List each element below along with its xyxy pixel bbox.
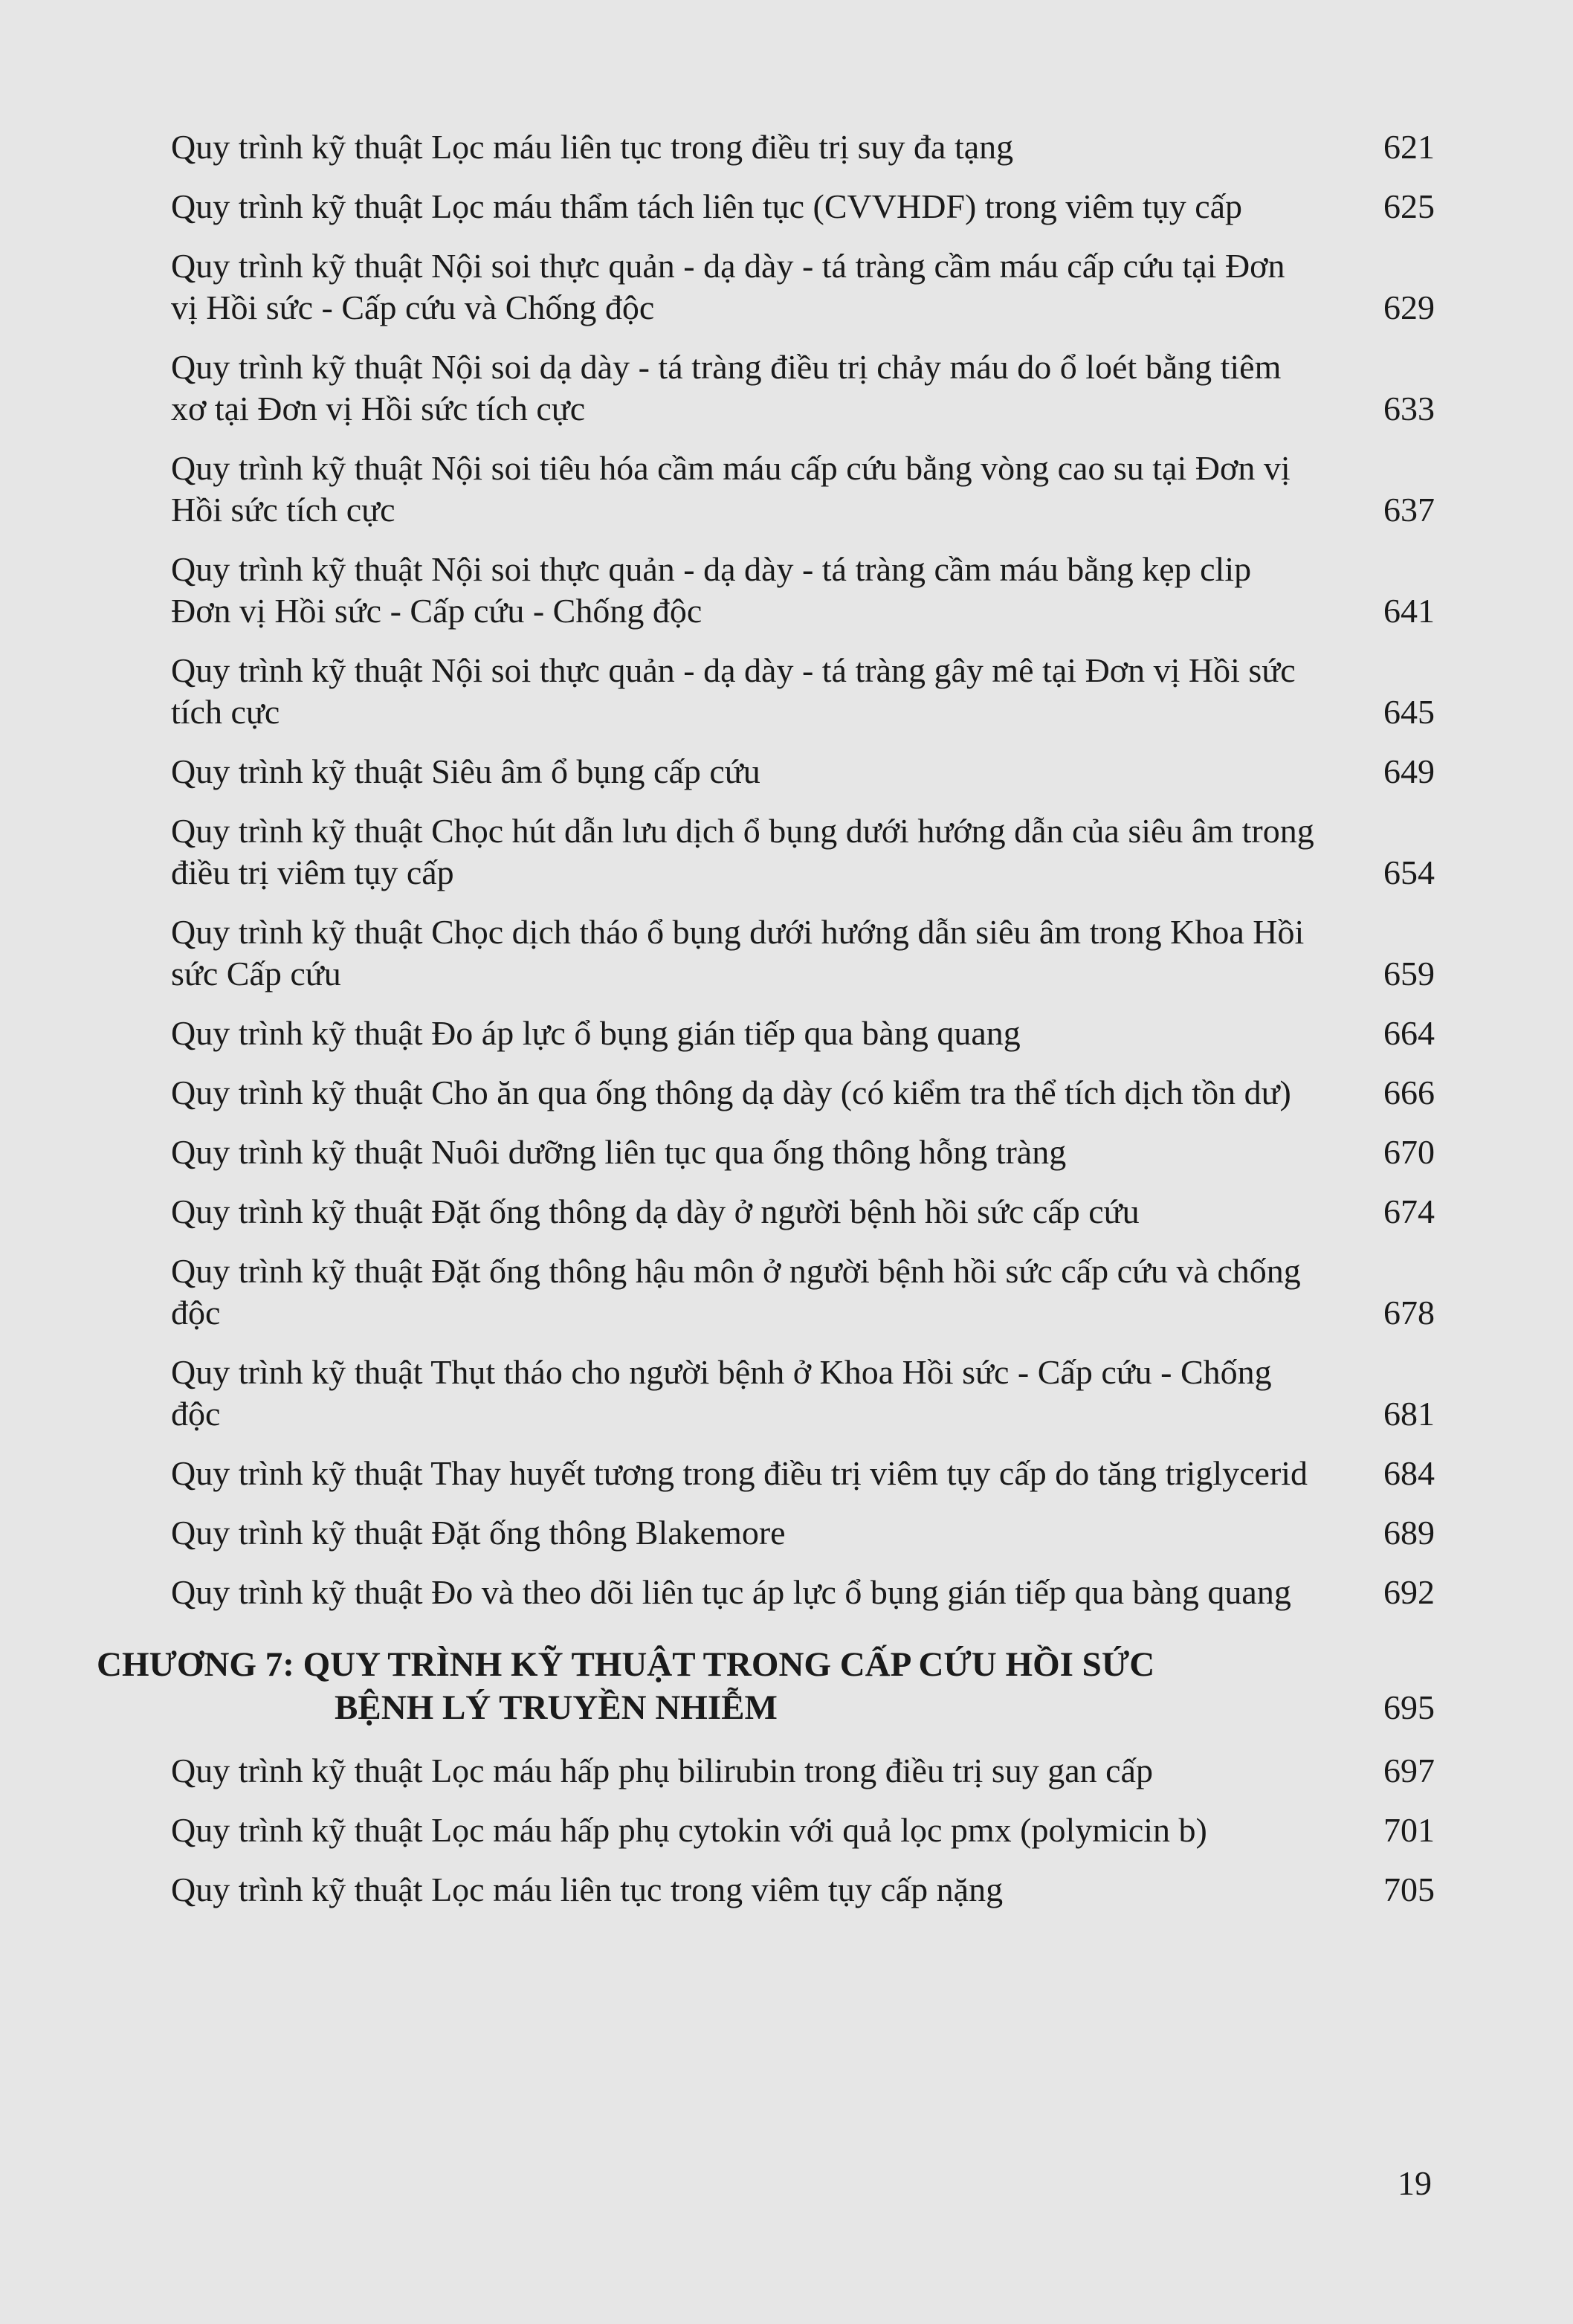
toc-entry-title: Quy trình kỹ thuật Lọc máu liên tục trong điều trị suy đa tạng — [171, 128, 1014, 166]
toc-entry-page: 664 — [1383, 1014, 1435, 1052]
toc-entry-title: Quy trình kỹ thuật Cho ăn qua ống thông dạ dày (có kiểm tra thể tích dịch tồn dư) — [171, 1074, 1291, 1111]
toc-entry-page: 692 — [1383, 1573, 1435, 1611]
toc-entry-title: Quy trình kỹ thuật Nội soi thực quản - dạ dày - tá tràng cầm máu cấp cứu tại Đơn vị Hồi sức - Cấp cứu và Chống độc — [171, 247, 1285, 326]
toc-entry — [171, 810, 1435, 894]
toc-entry-title: Quy trình kỹ thuật Lọc máu liên tục trong viêm tụy cấp nặng — [171, 1871, 1004, 1908]
toc-entry-title: Quy trình kỹ thuật Siêu âm ổ bụng cấp cứu — [171, 752, 760, 790]
toc-entry — [171, 1072, 1435, 1114]
toc-entry-page: 621 — [1383, 128, 1435, 166]
toc-entry-title: Quy trình kỹ thuật Nội soi thực quản - dạ dày - tá tràng gây mê tại Đơn vị Hồi sức tích cực — [171, 651, 1296, 731]
toc-entry-page: 674 — [1383, 1192, 1435, 1230]
toc-entry-page: 678 — [1383, 1294, 1435, 1332]
toc-entry — [171, 1191, 1435, 1233]
chapter-title — [97, 1643, 1346, 1729]
toc-entry-title: Quy trình kỹ thuật Nội soi thực quản - dạ dày - tá tràng cầm máu bằng kẹp clip Đơn vị Hồi sức - Cấp cứu - Chống độc — [171, 550, 1252, 630]
toc-entry-page: 659 — [1383, 955, 1435, 992]
page-folio-number: 19 — [1398, 2164, 1432, 2202]
toc-entry-page: 633 — [1383, 390, 1435, 427]
toc-entry-page: 649 — [1383, 752, 1435, 790]
toc-entry-title: Quy trình kỹ thuật Đo và theo dõi liên tục áp lực ổ bụng gián tiếp qua bàng quang — [171, 1573, 1291, 1611]
toc-entry — [171, 1352, 1435, 1435]
toc-entry-page: 637 — [1383, 491, 1435, 529]
toc-entry-page: 697 — [1383, 1752, 1435, 1789]
toc-entry — [171, 1250, 1435, 1334]
toc-entry-page: 670 — [1383, 1133, 1435, 1171]
toc-entry — [171, 448, 1435, 531]
toc-list-b — [171, 1750, 1435, 1911]
toc-entry — [171, 1132, 1435, 1173]
toc-entry — [171, 1869, 1435, 1911]
toc-entry-page: 625 — [1383, 187, 1435, 225]
toc-entry-page: 701 — [1383, 1811, 1435, 1849]
toc-list-a — [171, 126, 1435, 1613]
toc-entry-title: Quy trình kỹ thuật Thay huyết tương trong điều trị viêm tụy cấp do tăng triglycerid — [171, 1454, 1308, 1492]
chapter-title-line2: BỆNH LÝ TRUYỀN NHIỄM — [335, 1688, 778, 1727]
toc-entry — [171, 911, 1435, 995]
toc-entry-title: Quy trình kỹ thuật Lọc máu hấp phụ cytokin với quả lọc pmx (polymicin b) — [171, 1811, 1207, 1849]
toc-entry — [171, 1750, 1435, 1792]
toc-entry-title: Quy trình kỹ thuật Nội soi tiêu hóa cầm máu cấp cứu bằng vòng cao su tại Đơn vị Hồi sức tích cực — [171, 449, 1291, 529]
toc-entry-page: 705 — [1383, 1871, 1435, 1908]
toc-entry-title: Quy trình kỹ thuật Lọc máu hấp phụ bilirubin trong điều trị suy gan cấp — [171, 1752, 1153, 1789]
toc-entry-title: Quy trình kỹ thuật Đặt ống thông hậu môn ở người bệnh hồi sức cấp cứu và chống độc — [171, 1252, 1301, 1332]
toc-entry-page: 681 — [1383, 1395, 1435, 1433]
toc-entry — [171, 1810, 1435, 1851]
toc-entry-title: Quy trình kỹ thuật Thụt tháo cho người bệnh ở Khoa Hồi sức - Cấp cứu - Chống độc — [171, 1353, 1272, 1433]
toc-entry — [171, 751, 1435, 793]
chapter-title-line1: CHƯƠNG 7: QUY TRÌNH KỸ THUẬT TRONG CẤP CỨU HỒI SỨC — [97, 1645, 1155, 1684]
toc-entry-title: Quy trình kỹ thuật Lọc máu thẩm tách liên tục (CVVHDF) trong viêm tụy cấp — [171, 187, 1243, 225]
toc-entry — [171, 549, 1435, 632]
toc-entry — [171, 186, 1435, 227]
toc-entry-page: 654 — [1383, 853, 1435, 891]
toc-entry-title: Quy trình kỹ thuật Đặt ống thông dạ dày ở người bệnh hồi sức cấp cứu — [171, 1192, 1140, 1230]
toc-entry — [171, 1572, 1435, 1613]
toc-entry-title: Quy trình kỹ thuật Đặt ống thông Blakemore — [171, 1514, 786, 1552]
chapter-page-number: 695 — [1383, 1688, 1435, 1726]
chapter-heading — [97, 1643, 1435, 1729]
toc-entry — [171, 1453, 1435, 1494]
toc-entry-title: Quy trình kỹ thuật Nội soi dạ dày - tá tràng điều trị chảy máu do ổ loét bằng tiêm xơ tại Đơn vị Hồi sức tích cực — [171, 348, 1282, 427]
toc-entry — [171, 126, 1435, 168]
toc-entry-title: Quy trình kỹ thuật Chọc hút dẫn lưu dịch ổ bụng dưới hướng dẫn của siêu âm trong điều trị viêm tụy cấp — [171, 812, 1314, 891]
toc-entry-title: Quy trình kỹ thuật Nuôi dưỡng liên tục qua ống thông hỗng tràng — [171, 1133, 1067, 1171]
toc-entry-page: 645 — [1383, 693, 1435, 731]
table-of-contents — [97, 126, 1435, 1928]
toc-entry — [171, 1512, 1435, 1554]
toc-entry-page: 629 — [1383, 288, 1435, 326]
toc-entry — [171, 346, 1435, 430]
toc-entry-page: 641 — [1383, 592, 1435, 630]
toc-entry-page: 689 — [1383, 1514, 1435, 1552]
toc-entry — [171, 1013, 1435, 1054]
toc-entry-title: Quy trình kỹ thuật Đo áp lực ổ bụng gián tiếp qua bàng quang — [171, 1014, 1021, 1052]
toc-entry — [171, 245, 1435, 329]
toc-entry-page: 684 — [1383, 1454, 1435, 1492]
toc-entry-page: 666 — [1383, 1074, 1435, 1111]
toc-entry-title: Quy trình kỹ thuật Chọc dịch tháo ổ bụng dưới hướng dẫn siêu âm trong Khoa Hồi sức Cấp cứu — [171, 913, 1305, 992]
toc-entry — [171, 650, 1435, 733]
